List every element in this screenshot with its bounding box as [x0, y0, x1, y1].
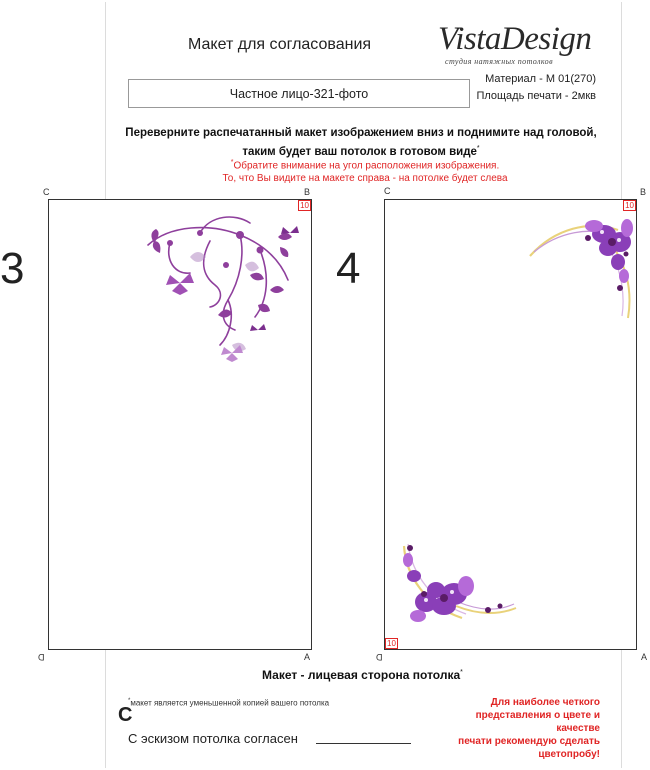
advice-line-2: представления о цвете и качестве [475, 710, 600, 734]
panel-4-corner-bottom-left: D [376, 652, 383, 662]
panel-4-corner-top-right: B [640, 187, 647, 197]
instruction-line-2 [120, 141, 602, 160]
panel-3-corner-top-right: B [304, 187, 311, 197]
caption-text: Макет - лицевая сторона потолка [262, 668, 461, 682]
vista-design-logo [438, 22, 603, 70]
note-line-1: Обратите внимание на угол расположения изображения. [233, 160, 500, 172]
orientation-note-1 [190, 159, 540, 171]
scale-note-mark: * [128, 698, 131, 704]
color-proof-advice [430, 696, 600, 761]
order-name: Частное лицо-321-фото [229, 86, 369, 101]
orchid-top-right [530, 208, 640, 320]
floral-butterfly-ornament [140, 205, 300, 370]
logo-text: VistaDesign [438, 21, 592, 57]
panel-3-corner-bottom-left: D [38, 652, 45, 662]
panel-3-corner-bottom-right: A [304, 652, 311, 662]
logo-subtitle: студия натяжных потолков [445, 57, 553, 66]
advice-line-1: Для наиболее четкого [490, 697, 600, 708]
caption-mark: * [460, 669, 463, 676]
page-title: Макет для согласования [188, 36, 372, 53]
corner-letter: С [118, 704, 133, 726]
layout-caption [262, 668, 463, 682]
instruction-line-2-text: таким будет ваш потолок в готовом виде [242, 145, 477, 158]
panel-4-size-badge-bottom: 10 [387, 639, 396, 648]
material-spec: Материал - М 01(270) [485, 73, 596, 85]
instruction-line-1: Переверните распечатанный макет изображением вниз и поднимите над головой, [125, 127, 597, 139]
orchid-bottom-left [396, 536, 518, 636]
panel-number-3: 3 [0, 244, 25, 293]
order-name-box [128, 79, 470, 108]
panel-4-corner-bottom-right: A [641, 652, 648, 662]
panel-3-corner-top-left: C [43, 187, 50, 197]
orientation-note-2: То, что Вы видите на макете справа - на потолке будет слева [222, 173, 508, 184]
flip-instruction [120, 126, 602, 160]
panel-4-corner-top-left: C [384, 186, 391, 196]
panel-3-size-badge: 10 [300, 201, 309, 210]
advice-line-3: печати рекомендую сделать [458, 736, 600, 747]
note-mark: * [230, 159, 234, 166]
signature-line[interactable] [316, 743, 411, 744]
agreement-label: С эскизом потолка согласен [128, 731, 298, 746]
print-area-spec: Площадь печати - 2мкв [476, 90, 596, 102]
scale-note-text: макет является уменьшенной копией вашего потолка [130, 698, 330, 708]
scale-note [128, 698, 329, 708]
panel-number-4: 4 [336, 244, 361, 293]
panel-4-size-badge-top: 10 [625, 201, 634, 210]
instruction-mark: * [476, 145, 480, 152]
advice-line-4: цветопробу! [538, 749, 600, 760]
